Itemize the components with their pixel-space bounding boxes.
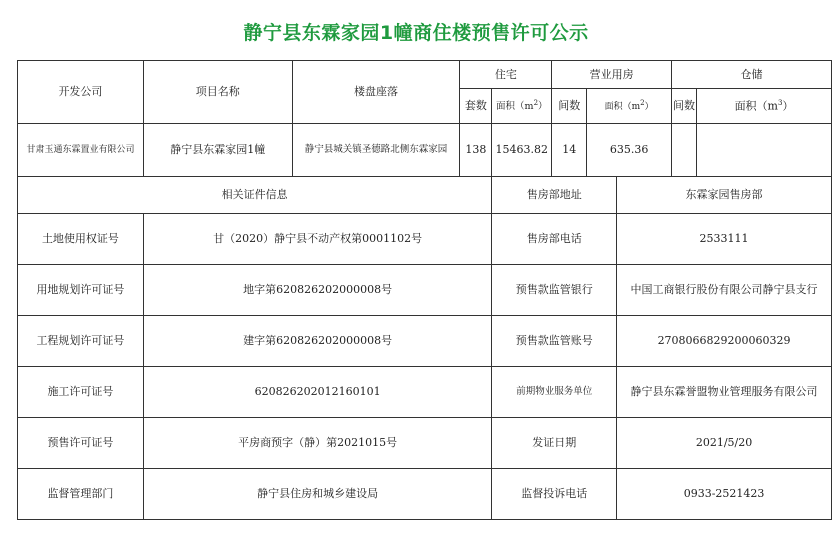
property-service-value: 静宁县东霖誉盟物业管理服务有限公司 <box>617 367 832 418</box>
eng-plan-value: 建字第620826202000008号 <box>143 316 491 367</box>
sto-rooms-value <box>672 124 697 177</box>
construction-permit-value: 620826202012160101 <box>143 367 491 418</box>
sales-addr-label: 售房部地址 <box>492 177 617 214</box>
sales-phone-label: 售房部电话 <box>492 214 617 265</box>
supervision-account-label: 预售款监管账号 <box>492 316 617 367</box>
header-storage: 仓储 <box>672 61 832 89</box>
project-name-value: 静宁县东霖家园1幢 <box>143 124 292 177</box>
cert-info-header: 相关证件信息 <box>18 177 492 214</box>
header-location: 楼盘座落 <box>292 61 460 124</box>
developer-value: 甘肃玉通东霖置业有限公司 <box>18 124 144 177</box>
land-cert-label: 土地使用权证号 <box>18 214 144 265</box>
com-rooms-value: 14 <box>552 124 587 177</box>
res-units-value: 138 <box>460 124 492 177</box>
land-plan-value: 地字第620826202000008号 <box>143 265 491 316</box>
sales-addr-value: 东霖家园售房部 <box>617 177 832 214</box>
permit-table <box>17 60 832 520</box>
complaint-phone-value: 0933-2521423 <box>617 469 832 520</box>
header-project-name: 项目名称 <box>143 61 292 124</box>
header-res-area: 面积$(m^2)$ <box>492 89 552 124</box>
eng-plan-label: 工程规划许可证号 <box>18 316 144 367</box>
issue-date-label: 发证日期 <box>492 418 617 469</box>
header-com-area: 面积$(m^2)$ <box>587 89 672 124</box>
header-commercial: 营业用房 <box>552 61 672 89</box>
property-service-label: 前期物业服务单位 <box>492 367 617 418</box>
header-residential: 住宅 <box>460 61 552 89</box>
supervision-account-value: 2708066829200060329 <box>617 316 832 367</box>
presale-permit-value: 平房商预字（静）第2021015号 <box>143 418 491 469</box>
construction-permit-label: 施工许可证号 <box>18 367 144 418</box>
issue-date-value: 2021/5/20 <box>617 418 832 469</box>
complaint-phone-label: 监督投诉电话 <box>492 469 617 520</box>
sales-phone-value: 2533111 <box>617 214 832 265</box>
header-sto-rooms: 间数 <box>672 89 697 124</box>
header-sto-area: 面积$(m^3)$ <box>697 89 832 124</box>
supervision-dept-label: 监督管理部门 <box>18 469 144 520</box>
presale-permit-label: 预售许可证号 <box>18 418 144 469</box>
land-plan-label: 用地规划许可证号 <box>18 265 144 316</box>
land-cert-value: 甘（2020）静宁县不动产权第0001102号 <box>143 214 491 265</box>
header-developer: 开发公司 <box>18 61 144 124</box>
location-value: 静宁县城关镇圣德路北侧东霖家园 <box>292 124 460 177</box>
supervision-dept-value: 静宁县住房和城乡建设局 <box>143 469 491 520</box>
sto-area-value <box>697 124 832 177</box>
res-area-value: 15463.82 <box>492 124 552 177</box>
supervision-bank-label: 预售款监管银行 <box>492 265 617 316</box>
supervision-bank-value: 中国工商银行股份有限公司静宁县支行 <box>617 265 832 316</box>
com-area-value: 635.36 <box>587 124 672 177</box>
page-title: 静宁县东霖家园1幢商住楼预售许可公示 <box>243 22 589 44</box>
header-units: 套数 <box>460 89 492 124</box>
header-com-rooms: 间数 <box>552 89 587 124</box>
